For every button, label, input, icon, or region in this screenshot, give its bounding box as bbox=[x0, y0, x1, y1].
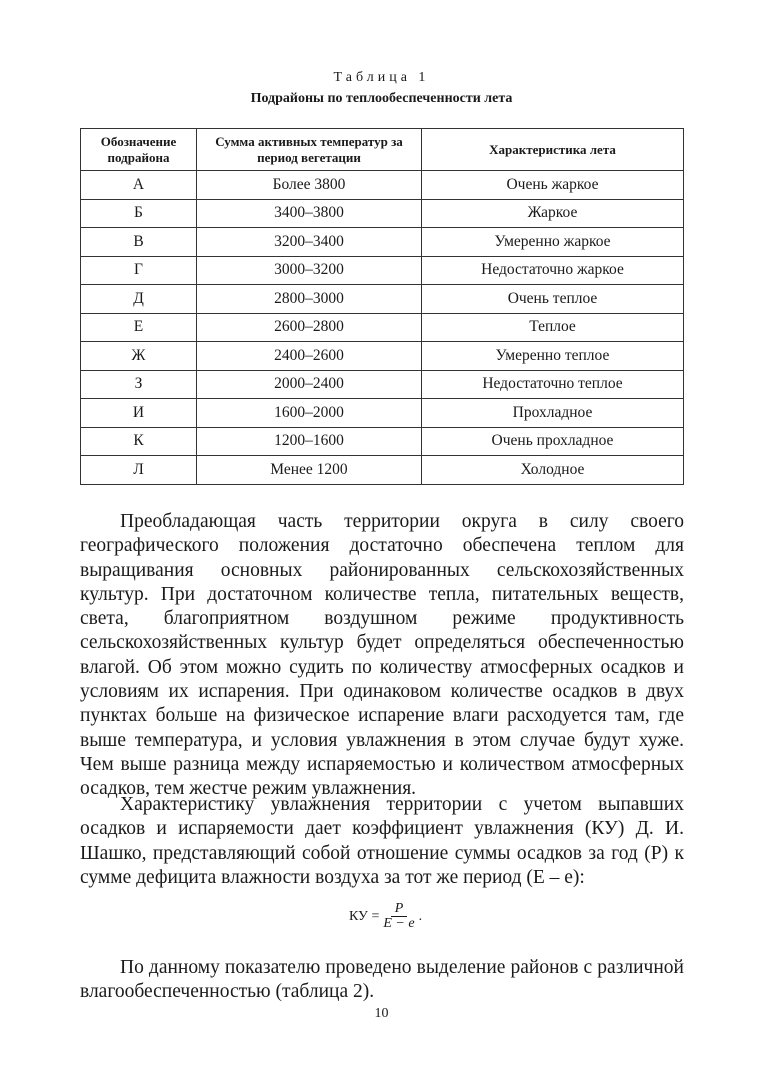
cell-subregion: З bbox=[81, 370, 197, 399]
cell-subregion: Д bbox=[81, 285, 197, 314]
table-row bbox=[81, 399, 684, 428]
cell-characteristic: Умеренно теплое bbox=[422, 342, 684, 371]
cell-characteristic: Очень прохладное bbox=[422, 427, 684, 456]
paragraph-text: По данному показателю проведено выделение районов с различной влагообеспеченностью (таблица 2). bbox=[80, 957, 684, 1003]
cell-characteristic: Недостаточно теплое bbox=[422, 370, 684, 399]
cell-characteristic: Недостаточно жаркое bbox=[422, 256, 684, 285]
table-row bbox=[81, 285, 684, 314]
cell-temperature-sum: 3400–3800 bbox=[197, 199, 422, 228]
table-caption-title: Подрайоны по теплообеспеченности лета bbox=[250, 91, 513, 106]
header-subregion: Обозначение подрайона bbox=[81, 129, 197, 171]
cell-temperature-sum: 2800–3000 bbox=[197, 285, 422, 314]
humidity-coefficient-formula bbox=[349, 902, 422, 931]
formula-fraction bbox=[381, 902, 416, 931]
cell-characteristic: Очень жаркое bbox=[422, 171, 684, 200]
cell-temperature-sum: 2000–2400 bbox=[197, 370, 422, 399]
formula-denominator: E − e bbox=[383, 916, 415, 931]
cell-subregion: Е bbox=[81, 313, 197, 342]
cell-subregion: Ж bbox=[81, 342, 197, 371]
cell-subregion: И bbox=[81, 399, 197, 428]
header-summer-characteristic: Характеристика лета bbox=[422, 129, 684, 171]
table-row bbox=[81, 427, 684, 456]
table-row bbox=[81, 313, 684, 342]
cell-subregion: Л bbox=[81, 456, 197, 485]
cell-characteristic: Умеренно жаркое bbox=[422, 228, 684, 257]
cell-temperature-sum: Менее 1200 bbox=[197, 456, 422, 485]
paragraph-text: Преобладающая часть территории округа в силу своего географического положения достаточно обеспечена теплом для выращивания основных районированных сельскохозяйственных культур. При достаточном количестве тепла, питательных веществ, света, благоприятном воздушном режиме продуктивность сельскохозяйственных культур будет определяться обеспеченностью влагой. Об этом можно судить по количеству атмосферных осадков и условиям их испарения. При одинаковом количестве осадков в двух пунктах больше на физическое испарение влаги расходуется там, где выше температура, и условия увлажнения в этом случае будут хуже. Чем выше разница между испаряемостью и количеством атмосферных осадков, тем жестче режим увлажнения. bbox=[80, 511, 684, 800]
paragraph-regions-selection bbox=[80, 956, 684, 1005]
cell-characteristic: Холодное bbox=[422, 456, 684, 485]
table-row bbox=[81, 370, 684, 399]
cell-temperature-sum: 3000–3200 bbox=[197, 256, 422, 285]
cell-temperature-sum: 1200–1600 bbox=[197, 427, 422, 456]
paragraph-heat-supply bbox=[80, 510, 684, 802]
paragraph-humidity-coefficient bbox=[80, 793, 684, 890]
formula-end: . bbox=[418, 908, 423, 924]
page-number: 10 bbox=[374, 1006, 389, 1021]
table-row bbox=[81, 199, 684, 228]
summer-heat-table bbox=[80, 128, 684, 485]
cell-subregion: Г bbox=[81, 256, 197, 285]
cell-characteristic: Жаркое bbox=[422, 199, 684, 228]
cell-temperature-sum: 2400–2600 bbox=[197, 342, 422, 371]
table-caption-label: Таблица 1 bbox=[333, 70, 430, 85]
cell-characteristic: Очень теплое bbox=[422, 285, 684, 314]
cell-characteristic: Теплое bbox=[422, 313, 684, 342]
header-active-temperatures: Сумма активных температур за период вегетации bbox=[197, 129, 422, 171]
table-header-row bbox=[81, 129, 684, 171]
table-row bbox=[81, 456, 684, 485]
cell-temperature-sum: 1600–2000 bbox=[197, 399, 422, 428]
cell-subregion: В bbox=[81, 228, 197, 257]
formula-numerator: P bbox=[391, 902, 408, 917]
cell-temperature-sum: Более 3800 bbox=[197, 171, 422, 200]
cell-characteristic: Прохладное bbox=[422, 399, 684, 428]
table-row bbox=[81, 171, 684, 200]
cell-temperature-sum: 2600–2800 bbox=[197, 313, 422, 342]
table-row bbox=[81, 228, 684, 257]
cell-temperature-sum: 3200–3400 bbox=[197, 228, 422, 257]
cell-subregion: К bbox=[81, 427, 197, 456]
cell-subregion: Б bbox=[81, 199, 197, 228]
table-row bbox=[81, 342, 684, 371]
cell-subregion: А bbox=[81, 171, 197, 200]
table-row bbox=[81, 256, 684, 285]
paragraph-text: Характеристику увлажнения территории с учетом выпавших осадков и испаряемости дает коэффициент увлажнения (КУ) Д. И. Шашко, представляющий собой отношение суммы осадков за год (P) к сумме дефицита влажности воздуха за тот же период (E – e): bbox=[80, 794, 684, 888]
formula-lhs: КУ = bbox=[349, 908, 380, 924]
